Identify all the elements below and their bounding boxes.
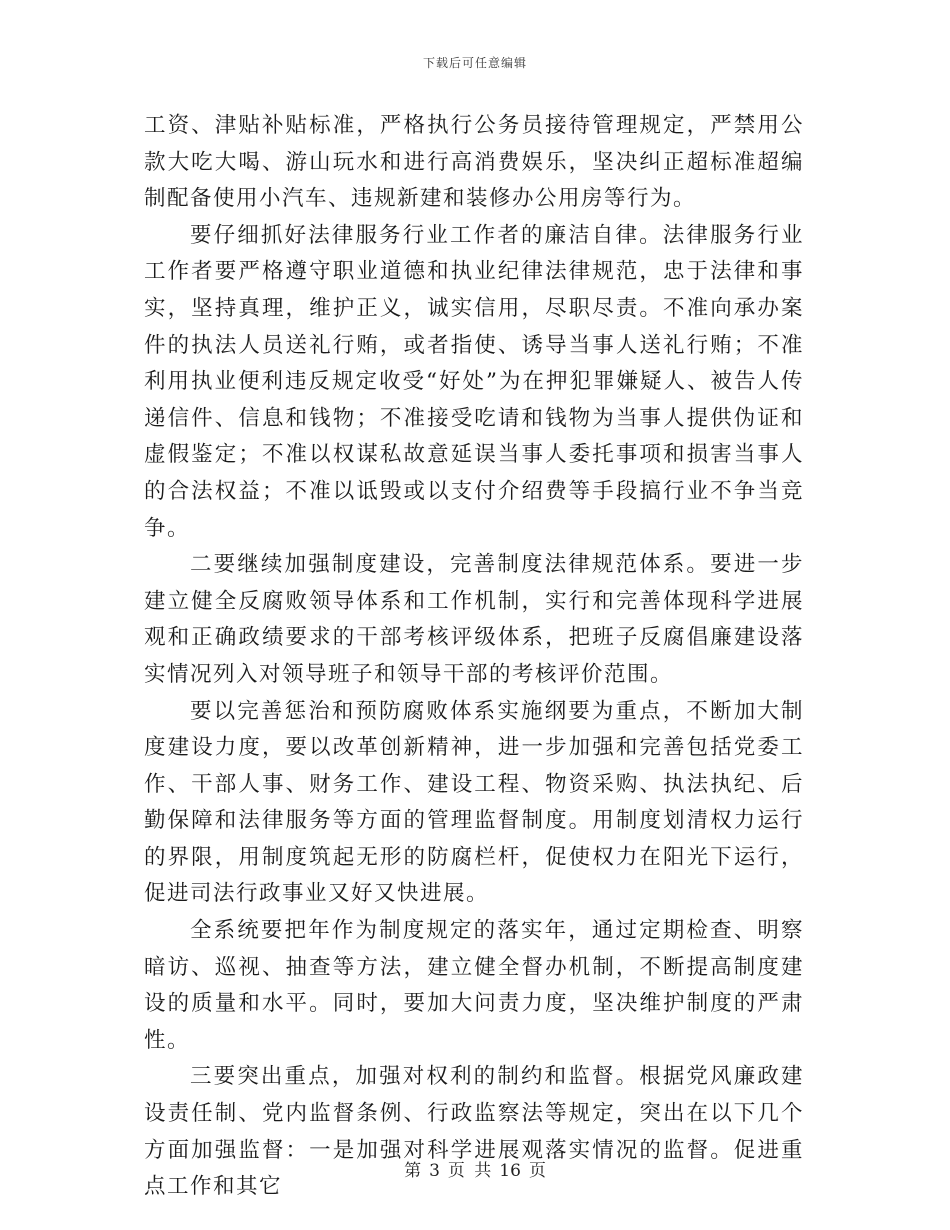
footer-prefix: 第 (404, 1161, 422, 1181)
paragraph-3: 二要继续加强制度建设，完善制度法律规范体系。要进一步建立健全反腐败领导体系和工作机制，实行和完善体现科学进展观和正确政绩要求的干部考核评级体系，把班子反腐倡廉建设落实情况列入对领导班子和领导干部的考核评价范围。 (144, 552, 804, 687)
document-body (144, 108, 804, 1206)
paragraph-1: 工资、津贴补贴标准，严格执行公务员接待管理规定，严禁用公款大吃大喝、游山玩水和进行高消费娱乐，坚决纠正超标准超编制配备使用小汽车、违规新建和装修办公用房等行为。 (144, 113, 804, 212)
footer-page-number: 3 (429, 1161, 440, 1181)
footer-total-pages: 16 (499, 1161, 521, 1181)
page-footer (0, 1156, 950, 1181)
paragraph-4: 要以完善惩治和预防腐败体系实施纲要为重点，不断加大制度建设力度，要以改革创新精神，进一步加强和完善包括党委工作、干部人事、财务工作、建设工程、物资采购、执法执纪、后勤保障和法律服务等方面的管理监督制度。用制度划清权力运行的界限，用制度筑起无形的防腐栏杆，促使权力在阳光下运行，促进司法行政事业又好又快进展。 (144, 698, 804, 907)
paragraph-2: 要仔细抓好法律服务行业工作者的廉洁自律。法律服务行业工作者要严格遵守职业道德和执业纪律法律规范，忠于法律和事实，坚持真理，维护正义，诚实信用，尽职尽责。不准向承办案件的执法人员送礼行贿，或者指使、诱导当事人送礼行贿；不准利用执业便利违反规定收受“好处”为在押犯罪嫌疑人、被告人传递信件、信息和钱物；不准接受吃请和钱物为当事人提供伪证和虚假鉴定；不准以权谋私故意延误当事人委托事项和损害当事人的合法权益；不准以诋毁或以支付介绍费等手段搞行业不争当竞争。 (144, 222, 804, 541)
paragraph-5: 全系统要把年作为制度规定的落实年，通过定期检查、明察暗访、巡视、抽查等方法，建立健全督办机制，不断提高制度建设的质量和水平。同时，要加大问责力度，坚决维护制度的严肃性。 (144, 918, 804, 1053)
footer-suffix: 页 (528, 1161, 546, 1181)
footer-middle: 页 共 (447, 1161, 492, 1181)
page-header-note: 下载后可任意编辑 (422, 56, 527, 70)
paragraph-6: 三要突出重点，加强对权利的制约和监督。根据党风廉政建设责任制、党内监督条例、行政监察法等规定，突出在以下几个方面加强监督：一是加强对科学进展观落实情况的监督。促进重点工作和其它 (144, 1064, 804, 1200)
